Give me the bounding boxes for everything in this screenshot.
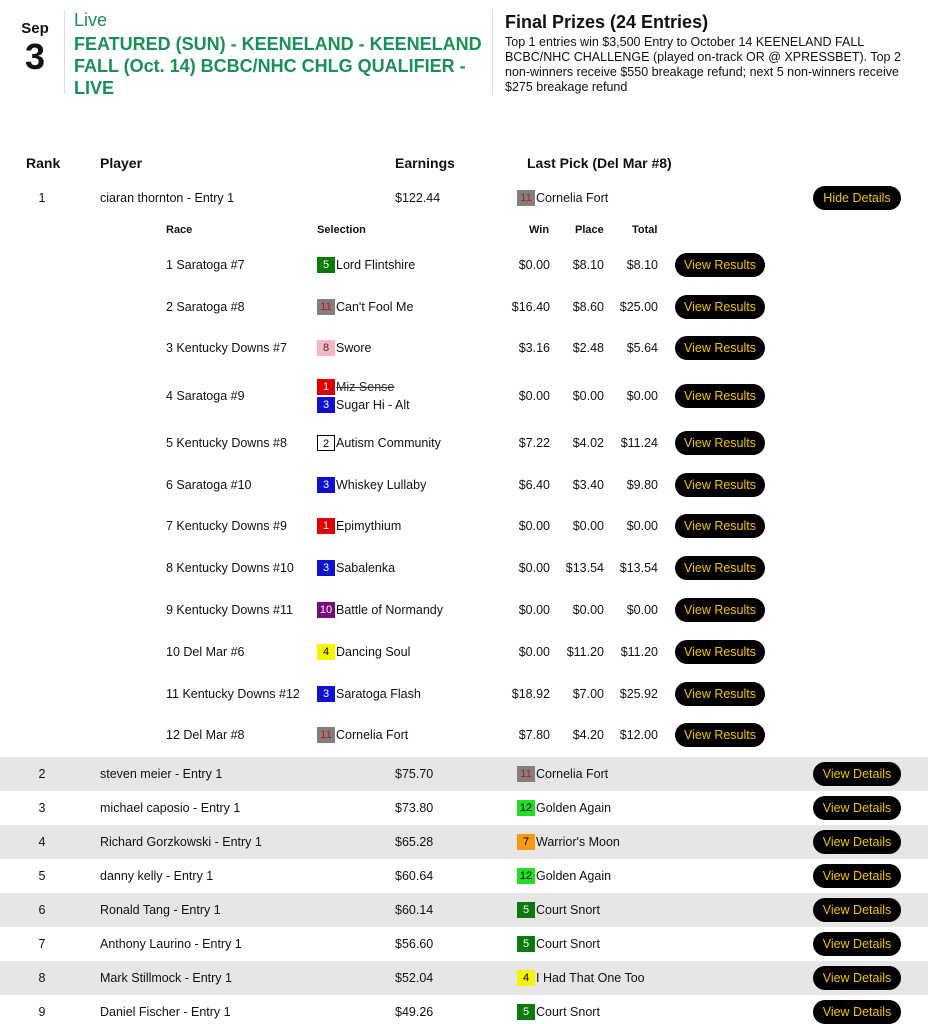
selection-line [317, 298, 413, 316]
program-number-badge: 5 [517, 936, 535, 952]
date-day: 3 [24, 36, 46, 77]
program-number-badge: 7 [517, 834, 535, 850]
program-number-badge: 2 [317, 435, 335, 451]
detail-win: $0.00 [518, 519, 550, 533]
detail-place: $7.00 [572, 687, 604, 701]
entry-last-pick [517, 859, 611, 893]
entry-rank: 5 [38, 869, 46, 883]
table-row [0, 961, 928, 995]
detail-selection [317, 632, 410, 672]
detail-total: $11.24 [620, 436, 658, 450]
selection-horse: Battle of Normandy [336, 603, 443, 617]
view-results-button[interactable]: View Results [675, 556, 765, 580]
contest-info [74, 10, 484, 99]
detail-race: 8 Kentucky Downs #10 [166, 561, 294, 575]
entry-rank: 6 [38, 903, 46, 917]
view-results-button[interactable]: View Results [675, 295, 765, 319]
program-number-badge: 4 [517, 970, 535, 986]
contest-status: Live [74, 10, 108, 30]
selection-line [317, 517, 401, 535]
view-details-button[interactable]: View Details [813, 864, 901, 888]
view-results-button[interactable]: View Results [675, 723, 765, 747]
selection-horse: Dancing Soul [336, 645, 411, 659]
entry-last-pick-name: Golden Again [536, 801, 612, 815]
selection-line [317, 726, 408, 744]
col-race: Race [166, 224, 193, 236]
program-number-badge: 5 [517, 1004, 535, 1020]
entry-player: ciaran thornton - Entry 1 [100, 191, 235, 205]
detail-row [0, 245, 928, 285]
detail-selection [317, 506, 401, 546]
entry-last-pick [517, 893, 600, 927]
divider [64, 10, 65, 94]
detail-row [0, 376, 928, 416]
entry-last-pick-name: I Had That One Too [536, 971, 645, 985]
program-number-badge: 10 [317, 602, 335, 618]
selection-line [317, 643, 410, 661]
entry-earnings: $122.44 [395, 191, 441, 205]
entry-last-pick-name: Golden Again [536, 869, 612, 883]
detail-race: 4 Saratoga #9 [166, 389, 245, 403]
detail-row [0, 423, 928, 463]
program-number-badge: 3 [317, 477, 335, 493]
prizes-text: Top 1 entries win $3,500 Entry to October 14 KEENELAND FALL BCBC/NHC CHALLENGE (played on-track OR @ XPRESSBET). Top 2 non-winners receive $550 breakage refund; next 5 non-winners receive $275 breakage refund [505, 35, 901, 94]
view-details-button[interactable]: View Details [813, 1000, 901, 1024]
detail-row [0, 632, 928, 672]
table-row [0, 181, 928, 215]
entry-last-pick [517, 181, 608, 215]
detail-win: $6.40 [518, 478, 550, 492]
divider [492, 10, 493, 94]
selection-line [317, 685, 421, 703]
detail-win: $0.00 [518, 645, 550, 659]
selection-line [317, 396, 410, 414]
entry-last-pick [517, 791, 611, 825]
entry-rank: 2 [38, 767, 46, 781]
entry-player: steven meier - Entry 1 [100, 767, 223, 781]
program-number-badge: 5 [517, 902, 535, 918]
detail-total: $5.64 [626, 341, 658, 355]
entry-last-pick-name: Cornelia Fort [536, 767, 609, 781]
col-earnings: Earnings [395, 155, 455, 171]
entry-player: Daniel Fischer - Entry 1 [100, 1005, 231, 1019]
detail-win: $7.80 [518, 728, 550, 742]
prizes-title: Final Prizes (24 Entries) [505, 12, 709, 32]
entry-last-pick [517, 961, 645, 995]
contest-header [0, 0, 928, 110]
detail-selection [317, 287, 413, 327]
detail-row [0, 465, 928, 505]
detail-row [0, 715, 928, 755]
selection-line [317, 256, 415, 274]
entry-last-pick [517, 825, 620, 859]
col-selection: Selection [317, 224, 366, 236]
entry-last-pick-name: Court Snort [536, 937, 600, 951]
table-row [0, 825, 928, 859]
detail-place: $4.02 [572, 436, 604, 450]
table-row [0, 757, 928, 791]
entry-player: michael caposio - Entry 1 [100, 801, 241, 815]
detail-total: $25.00 [619, 300, 658, 314]
entry-earnings: $56.60 [395, 937, 434, 951]
col-last-pick: Last Pick (Del Mar #8) [527, 155, 672, 171]
entry-player: Mark Stillmock - Entry 1 [100, 971, 232, 985]
entry-last-pick [517, 757, 608, 791]
detail-total: $0.00 [626, 389, 658, 403]
entry-earnings: $65.28 [395, 835, 434, 849]
detail-race: 10 Del Mar #6 [166, 645, 245, 659]
table-row [0, 791, 928, 825]
hide-details-button[interactable]: Hide Details [813, 186, 901, 210]
detail-win: $0.00 [518, 561, 550, 575]
program-number-badge: 11 [317, 299, 335, 315]
detail-total: $12.00 [619, 728, 658, 742]
entry-player: Ronald Tang - Entry 1 [100, 903, 221, 917]
detail-selection [317, 715, 408, 755]
date-month: Sep [21, 20, 49, 37]
entry-rank: 7 [38, 937, 46, 951]
detail-place: $0.00 [572, 389, 604, 403]
entry-last-pick-name: Court Snort [536, 1005, 600, 1019]
detail-row [0, 548, 928, 588]
entry-earnings: $60.14 [395, 903, 434, 917]
table-row [0, 927, 928, 961]
selection-horse: Autism Community [336, 436, 441, 450]
detail-win: $0.00 [518, 389, 550, 403]
detail-total: $8.10 [626, 258, 658, 272]
view-results-button[interactable]: View Results [675, 336, 765, 360]
detail-place: $13.54 [565, 561, 604, 575]
program-number-badge: 3 [317, 686, 335, 702]
detail-row [0, 590, 928, 630]
table-row [0, 893, 928, 927]
detail-selection [317, 590, 443, 630]
selection-horse: Cornelia Fort [336, 728, 409, 742]
entry-last-pick-name: Warrior's Moon [536, 835, 620, 849]
detail-selection [317, 328, 371, 368]
entry-player: Richard Gorzkowski - Entry 1 [100, 835, 262, 849]
col-place: Place [575, 224, 604, 236]
detail-race: 7 Kentucky Downs #9 [166, 519, 287, 533]
view-results-button[interactable]: View Results [675, 431, 765, 455]
detail-place: $8.60 [572, 300, 604, 314]
detail-total: $13.54 [619, 561, 658, 575]
program-number-badge: 11 [517, 766, 535, 782]
detail-total: $11.20 [620, 645, 658, 659]
leaderboard-header [0, 155, 928, 173]
detail-place: $8.10 [572, 258, 604, 272]
entry-last-pick [517, 995, 600, 1024]
selection-horse: Lord Flintshire [336, 258, 416, 272]
detail-place: $2.48 [572, 341, 604, 355]
detail-total: $0.00 [626, 519, 658, 533]
selection-line [317, 559, 395, 577]
detail-selection [317, 245, 415, 285]
detail-win: $18.92 [511, 687, 550, 701]
entry-last-pick-name: Cornelia Fort [536, 191, 609, 205]
selection-horse: Can't Fool Me [336, 300, 414, 314]
detail-place: $11.20 [566, 645, 604, 659]
selection-horse: Whiskey Lullaby [336, 478, 427, 492]
detail-selection [317, 423, 441, 463]
entry-player: Anthony Laurino - Entry 1 [100, 937, 242, 951]
detail-race: 9 Kentucky Downs #11 [166, 603, 293, 617]
view-results-button[interactable]: View Results [675, 253, 765, 277]
detail-win: $0.00 [518, 258, 550, 272]
view-details-button[interactable]: View Details [813, 966, 901, 990]
table-row [0, 859, 928, 893]
entry-last-pick [517, 927, 600, 961]
entry-player: danny kelly - Entry 1 [100, 869, 214, 883]
program-number-badge: 5 [317, 257, 335, 273]
entry-last-pick-name: Court Snort [536, 903, 600, 917]
view-details-button[interactable]: View Details [813, 796, 901, 820]
entry-rank: 9 [38, 1005, 46, 1019]
detail-total: $25.92 [619, 687, 658, 701]
entry-earnings: $60.64 [395, 869, 434, 883]
program-number-badge: 3 [317, 560, 335, 576]
entry-earnings: $49.26 [395, 1005, 434, 1019]
entry-earnings: $75.70 [395, 767, 434, 781]
table-row [0, 995, 928, 1024]
selection-line [317, 476, 426, 494]
view-results-button[interactable]: View Results [675, 598, 765, 622]
view-results-button[interactable]: View Results [675, 682, 765, 706]
view-results-button[interactable]: View Results [675, 640, 765, 664]
detail-race: 6 Saratoga #10 [166, 478, 252, 492]
detail-place: $3.40 [572, 478, 604, 492]
entry-earnings: $52.04 [395, 971, 434, 985]
detail-race: 2 Saratoga #8 [166, 300, 245, 314]
selection-line [317, 601, 443, 619]
entry-rank: 1 [38, 191, 46, 205]
entry-rank: 8 [38, 971, 46, 985]
contest-title: FEATURED (SUN) - KEENELAND - KEENELAND FALL (Oct. 14) BCBC/NHC CHLG QUALIFIER - LIVE [74, 34, 482, 98]
view-details-button[interactable]: View Details [813, 830, 901, 854]
detail-selection [317, 548, 395, 588]
detail-place: $4.20 [572, 728, 604, 742]
col-total: Total [632, 224, 658, 236]
entry-earnings: $73.80 [395, 801, 434, 815]
detail-selection [317, 376, 410, 416]
program-number-badge: 11 [517, 190, 535, 206]
detail-row [0, 287, 928, 327]
selection-horse: Saratoga Flash [336, 687, 421, 701]
program-number-badge: 12 [517, 868, 535, 884]
detail-race: 5 Kentucky Downs #8 [166, 436, 287, 450]
detail-race: 1 Saratoga #7 [166, 258, 245, 272]
detail-selection [317, 465, 426, 505]
view-details-button[interactable]: View Details [813, 932, 901, 956]
program-number-badge: 4 [317, 644, 335, 660]
selection-horse: Sabalenka [336, 561, 396, 575]
program-number-badge: 8 [317, 340, 335, 356]
detail-race: 11 Kentucky Downs #12 [166, 687, 300, 701]
detail-place: $0.00 [572, 603, 604, 617]
detail-race: 3 Kentucky Downs #7 [166, 341, 287, 355]
detail-total: $0.00 [626, 603, 658, 617]
col-player: Player [100, 155, 143, 171]
detail-win: $16.40 [511, 300, 550, 314]
details-header [0, 224, 928, 240]
program-number-badge: 1 [317, 379, 335, 395]
contest-date [14, 20, 56, 75]
entry-rank: 3 [38, 801, 46, 815]
selection-line [317, 339, 371, 357]
view-details-button[interactable]: View Details [813, 762, 901, 786]
view-results-button[interactable]: View Results [675, 384, 765, 408]
entry-rank: 4 [38, 835, 46, 849]
view-results-button[interactable]: View Results [675, 473, 765, 497]
col-rank: Rank [26, 155, 61, 171]
program-number-badge: 1 [317, 518, 335, 534]
detail-win: $0.00 [518, 603, 550, 617]
detail-race: 12 Del Mar #8 [166, 728, 245, 742]
prizes-info [505, 12, 920, 95]
selection-horse: Epimythium [336, 519, 402, 533]
selection-line [317, 434, 441, 452]
program-number-badge: 11 [317, 727, 335, 743]
selection-horse: Swore [336, 341, 372, 355]
selection-horse: Sugar Hi - Alt [336, 398, 410, 412]
view-details-button[interactable]: View Details [813, 898, 901, 922]
detail-selection [317, 674, 421, 714]
program-number-badge: 12 [517, 800, 535, 816]
selection-horse: Miz Sense [336, 380, 395, 394]
detail-win: $7.22 [518, 436, 550, 450]
detail-place: $0.00 [572, 519, 604, 533]
detail-row [0, 674, 928, 714]
col-win: Win [529, 224, 550, 236]
program-number-badge: 3 [317, 397, 335, 413]
detail-total: $9.80 [626, 478, 658, 492]
view-results-button[interactable]: View Results [675, 514, 765, 538]
detail-win: $3.16 [518, 341, 550, 355]
detail-row [0, 506, 928, 546]
detail-row [0, 328, 928, 368]
